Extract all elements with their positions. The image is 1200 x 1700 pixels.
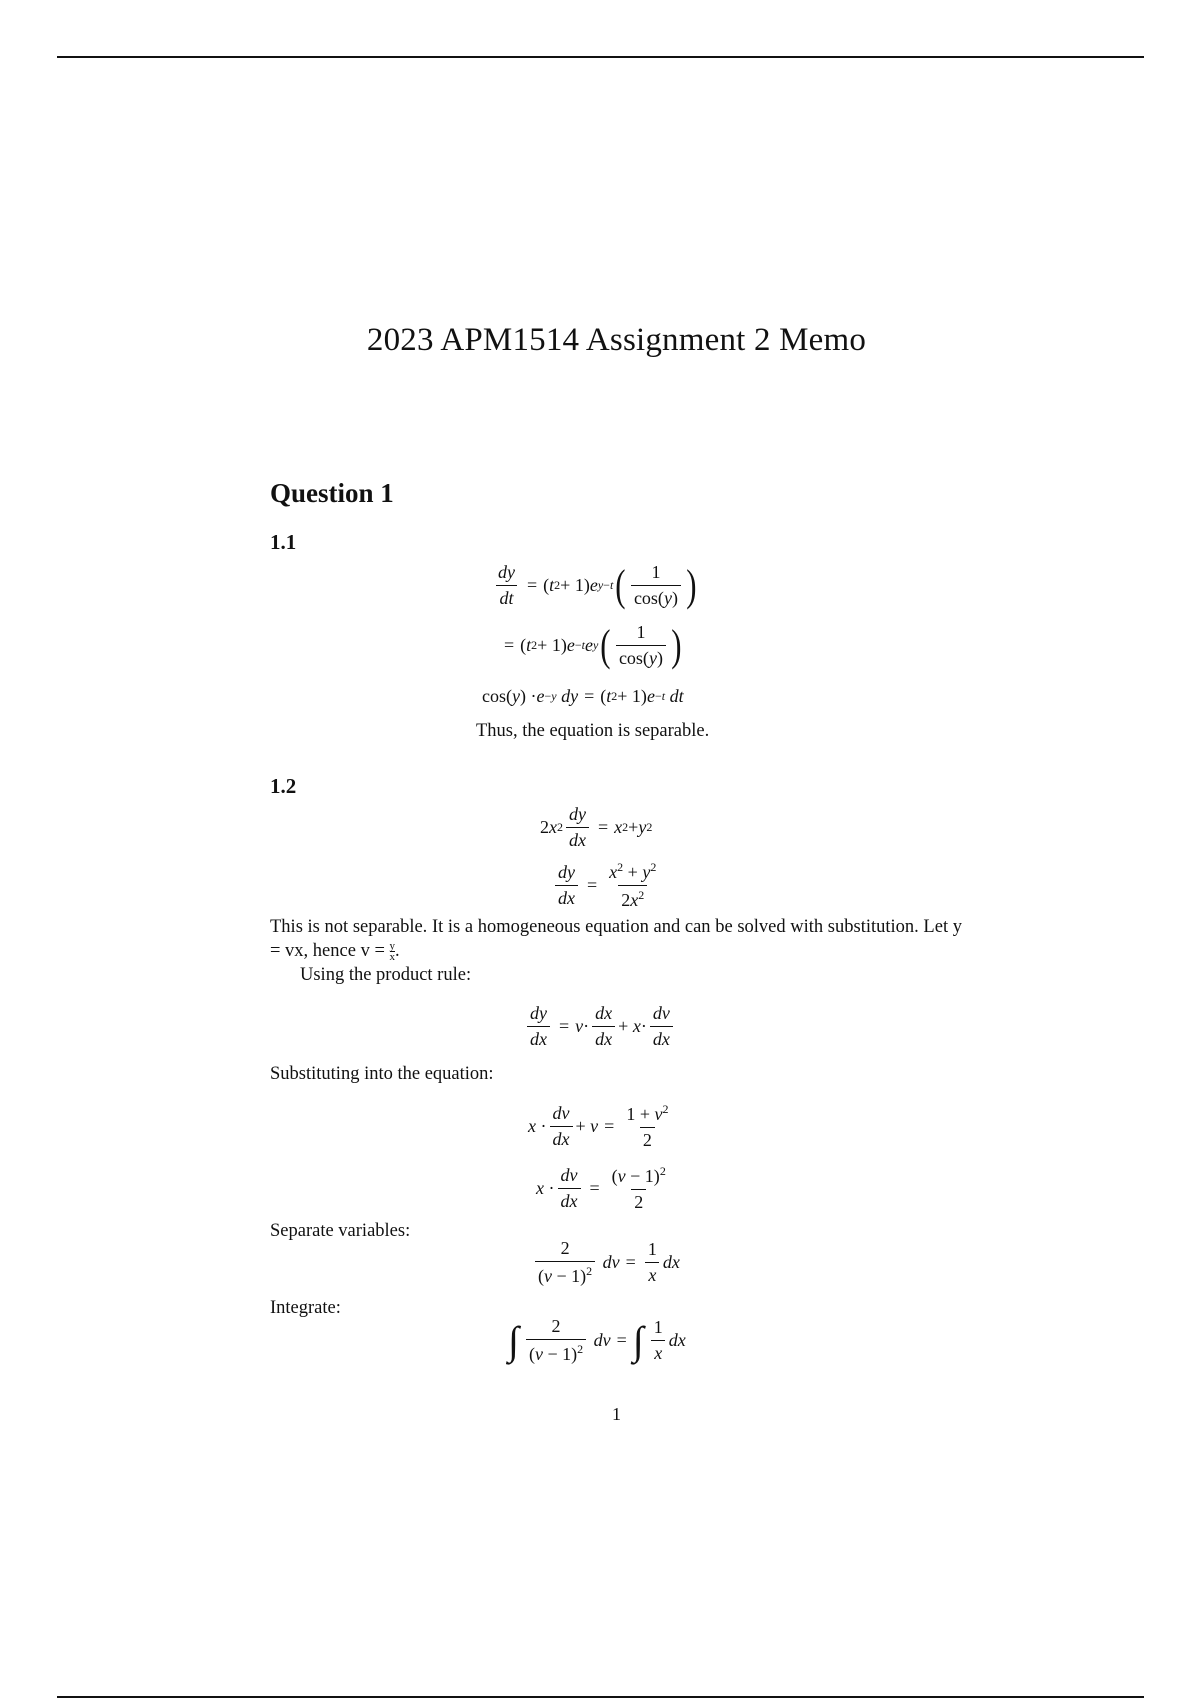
equation-1-1-line3: cos( y ) · e −y dy = ( t 2 + 1) e −t dt [482, 686, 684, 706]
document-title: 2023 APM1514 Assignment 2 Memo [366, 322, 867, 358]
equation-substituted-line2: x · $\frac{dv}{dx}$ = $\frac{(v - 1)^2}{2}$ [536, 1164, 666, 1212]
conclusion-1-1: Thus, the equation is separable. [476, 721, 710, 741]
equation-substituted-line1: x · $\frac{dv}{dx}$ + v = $\frac{1 + v^2}{2}$ [528, 1102, 669, 1150]
subquestion-1-2-label: 1.2 [270, 774, 297, 798]
question-heading: Question 1 [270, 478, 394, 508]
footer-rule [57, 1696, 1144, 1698]
equation-product-rule: $\frac{dy}{dx}$ = v · $\frac{dx}{dx}$ + x · $\frac{dv}{dx}$ [524, 1003, 676, 1050]
equation-1-1-line1: $\frac{dy}{dt}$ = ( t 2 + 1) e y−t ( $\frac{1}{\cos(y)}$ ) [498, 560, 697, 610]
equation-integrated: ∫ $\frac{2}{(v - 1)^2}$ dv = ∫ $\frac{1}{x}$ dx [508, 1316, 686, 1364]
subquestion-1-1-label: 1.1 [270, 530, 297, 554]
product-rule-text: Using the product rule: [300, 965, 472, 985]
integrate-text: Integrate: [270, 1298, 341, 1318]
page-number: 1 [612, 1404, 621, 1424]
separate-text: Separate variables: [270, 1221, 411, 1241]
equation-1-1-line2: = ( t 2 + 1) e −t e y ( $\frac{1}{\cos(y)}$ ) [504, 620, 682, 670]
header-rule [57, 56, 1144, 58]
equation-1-2-line1: 2 x 2 $\frac{dy}{dx}$ = x 2 + y 2 [540, 804, 653, 850]
equation-1-2-line2: $\frac{dy}{dx}$ = $\frac{x^2 + y^2}{2x^2}$ [552, 860, 662, 911]
paragraph-homogeneous: This is not separable. It is a homogeneous equation and can be solved with substitution. Let y = vx, hence v = $\frac{y}{x}$ . [270, 917, 962, 964]
substituting-text: Substituting into the equation: [270, 1064, 494, 1084]
equation-separated: $\frac{2}{(v - 1)^2}$ dv = $\frac{1}{x}$ dx [532, 1238, 680, 1287]
